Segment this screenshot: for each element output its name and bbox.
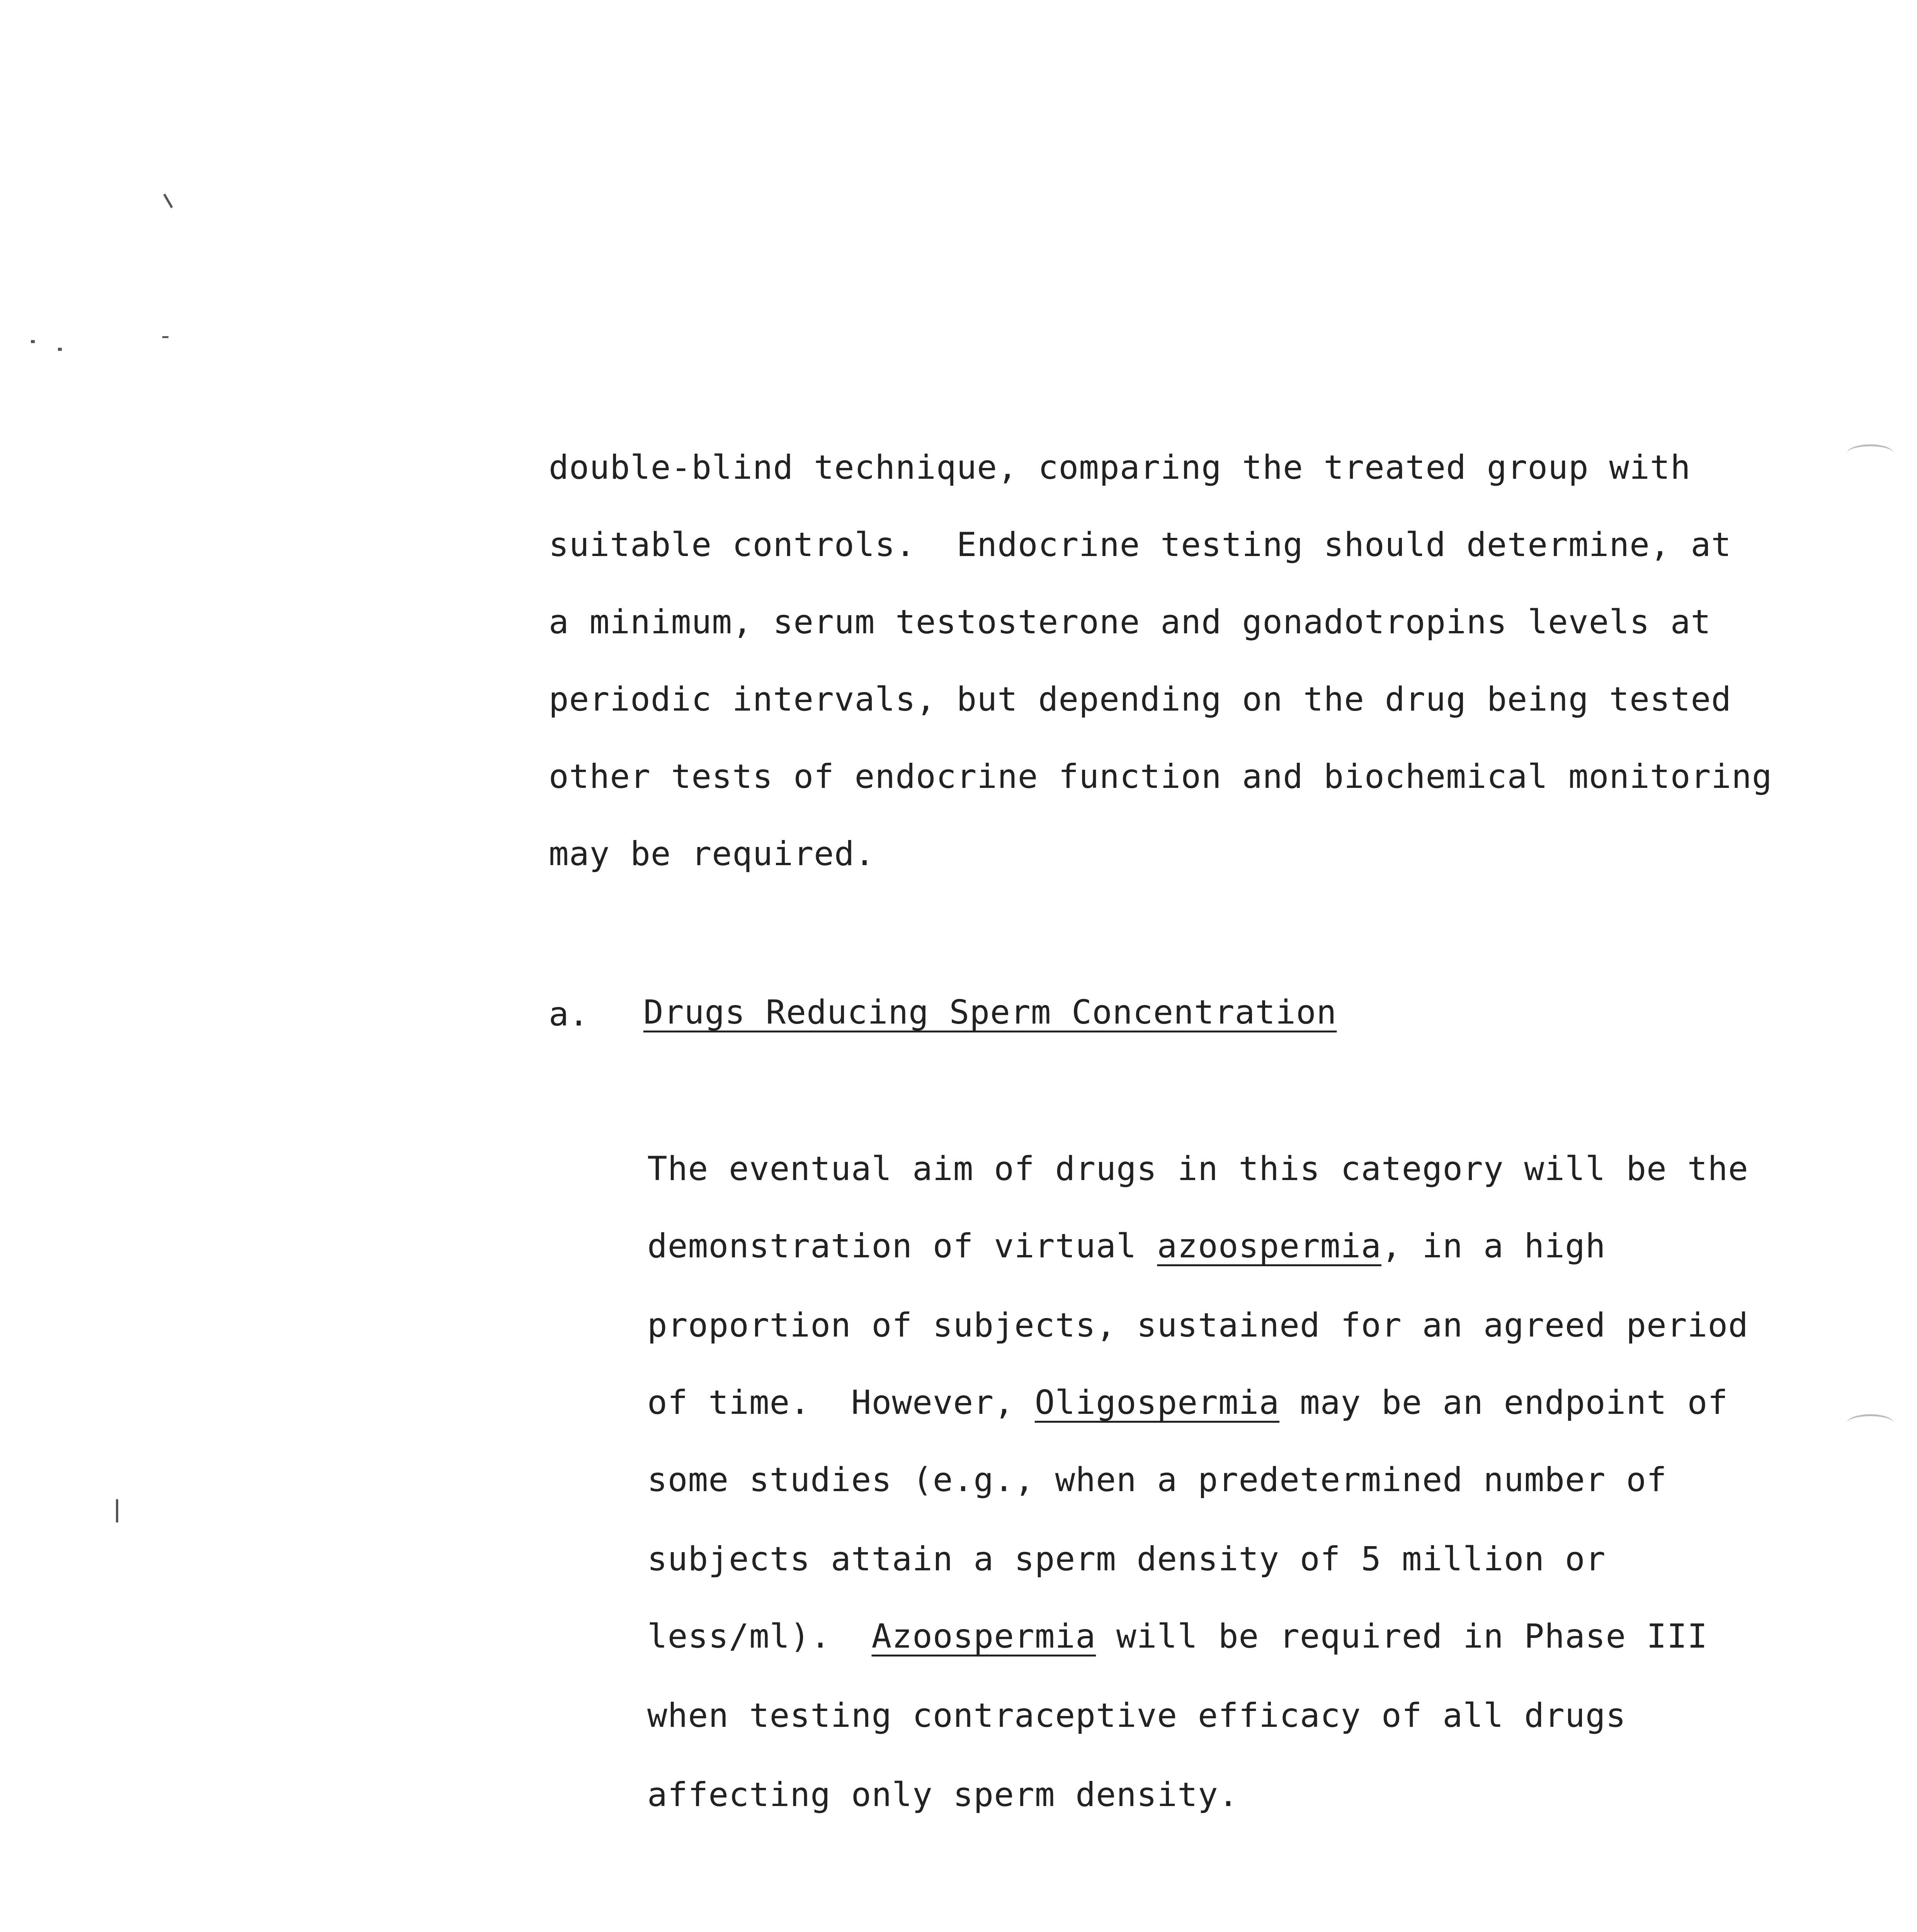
scan-speck bbox=[163, 194, 173, 208]
scan-speck bbox=[31, 340, 35, 343]
intro-line: periodic intervals, but depending on the drug being tested bbox=[549, 680, 1732, 719]
scan-speck bbox=[162, 336, 168, 338]
scan-speck bbox=[116, 1499, 118, 1522]
scan-curve bbox=[1847, 1414, 1893, 1432]
intro-line: may be required. bbox=[549, 835, 875, 873]
para-a1-line: affecting only sperm density. bbox=[647, 1776, 1239, 1814]
para-a1-line: subjects attain a sperm density of 5 million or bbox=[647, 1540, 1606, 1578]
para-a1-line: proportion of subjects, sustained for an agreed period bbox=[647, 1306, 1749, 1345]
para-a1-line: The eventual aim of drugs in this category will be the bbox=[647, 1150, 1749, 1188]
intro-line: a minimum, serum testosterone and gonadotropins levels at bbox=[549, 603, 1711, 641]
intro-line: suitable controls. Endocrine testing should determine, at bbox=[549, 526, 1732, 564]
intro-line: double-blind technique, comparing the treated group with bbox=[549, 448, 1691, 487]
para-a1-line: demonstration of virtual azoospermia, in a high bbox=[647, 1227, 1606, 1265]
para-a1-line: when testing contraceptive efficacy of all drugs bbox=[647, 1696, 1626, 1735]
term-azoospermia: azoospermia bbox=[1157, 1227, 1381, 1265]
scan-speck bbox=[58, 348, 62, 351]
term-oligospermia: Oligospermia bbox=[1034, 1383, 1280, 1422]
section-a-heading: Drugs Reducing Sperm Concentration bbox=[643, 993, 1337, 1032]
scan-curve bbox=[1847, 444, 1893, 462]
intro-line: other tests of endocrine function and biochemical monitoring bbox=[549, 757, 1772, 796]
term-azoospermia-2: Azoospermia bbox=[871, 1617, 1096, 1656]
para-a1-line: of time. However, Oligospermia may be an endpoint of bbox=[647, 1383, 1728, 1422]
section-a-marker: a. bbox=[549, 995, 589, 1034]
para-a1-line: some studies (e.g., when a predetermined number of bbox=[647, 1461, 1667, 1499]
para-a1-line: less/ml). Azoospermia will be required in Phase III bbox=[647, 1617, 1708, 1656]
